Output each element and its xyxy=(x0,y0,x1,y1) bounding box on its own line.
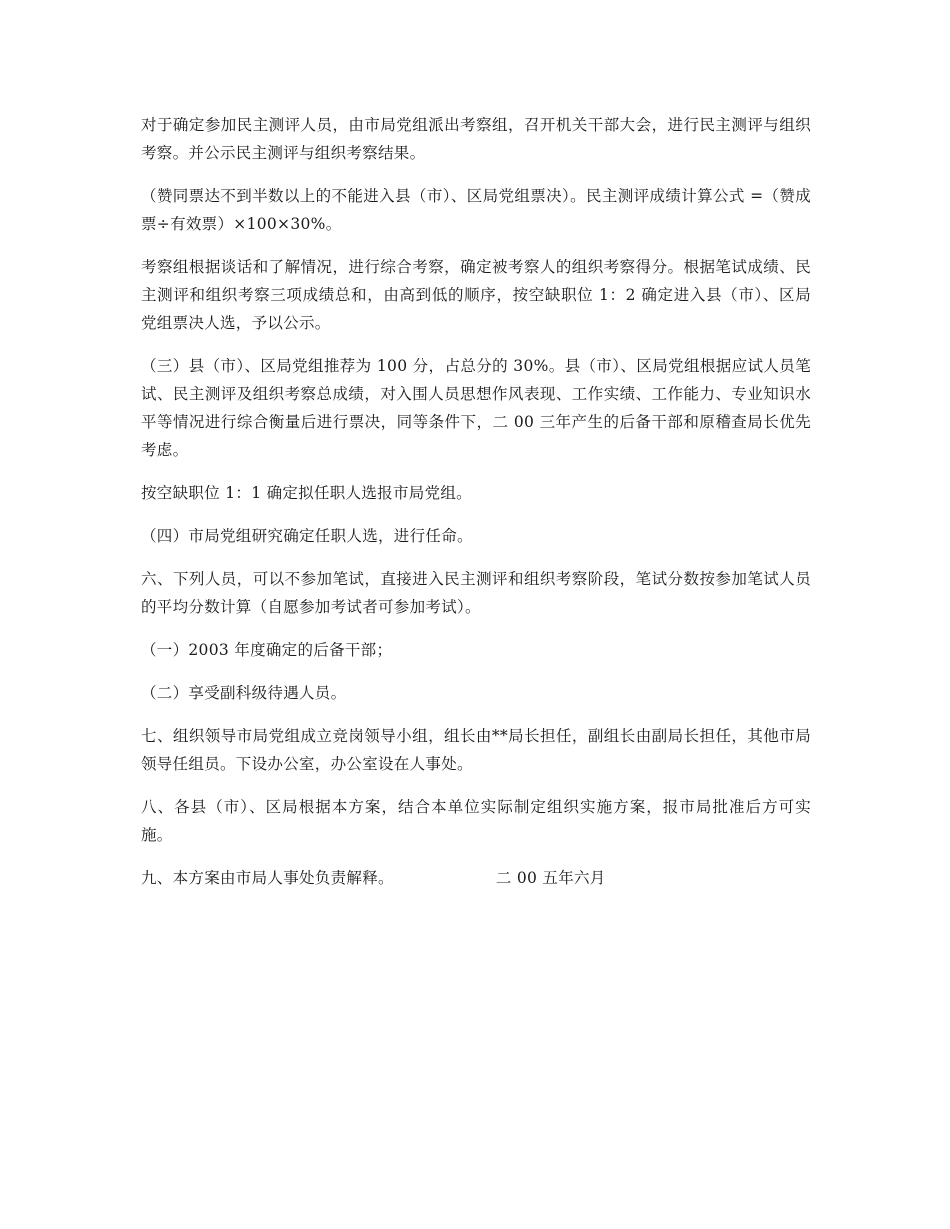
paragraph-section-four: （四）市局党组研究确定任职人选，进行任命。 xyxy=(141,527,473,545)
closing-line xyxy=(141,864,811,892)
paragraph-democratic-evaluation: 对于确定参加民主测评人员，由市局党组派出考察组，召开机关干部大会，进行民主测评与组织考察。并公示民主测评与组织考察结果。 xyxy=(141,116,811,162)
paragraph-item-nine: 九、本方案由市局人事处负责解释。 xyxy=(141,869,394,887)
paragraph-item-eight: 八、各县（市）、区局根据本方案，结合本单位实际制定组织实施方案，报市局批准后方可实施。 xyxy=(141,798,811,844)
paragraph-section-three: （三）县（市）、区局党组推荐为 100 分，占总分的 30%。县（市）、区局党组根据应试人员笔试、民主测评及组织考察总成绩，对入围人员思想作风表现、工作实绩、工作能力、专业知识水平等情况进行综合衡量后进行票决，同等条件下，二 00 三年产生的后备干部和原稽查局长优先考虑。 xyxy=(141,357,811,459)
paragraph-inspection-score: 考察组根据谈话和了解情况，进行综合考察，确定被考察人的组织考察得分。根据笔试成绩、民主测评和组织考察三项成绩总和，由高到低的顺序，按空缺职位 1：2 确定进入县（市）、区局党组票决人选，予以公示。 xyxy=(141,258,811,332)
paragraph-score-formula: （赞同票达不到半数以上的不能进入县（市）、区局党组票决）。民主测评成绩计算公式 =（赞成票÷有效票）×100×30%。 xyxy=(141,187,811,233)
paragraph-item-six: 六、下列人员，可以不参加笔试，直接进入民主测评和组织考察阶段，笔试分数按参加笔试人员的平均分数计算（自愿参加考试者可参加考试）。 xyxy=(141,570,811,616)
date-signoff: 二 00 五年六月 xyxy=(495,869,606,887)
paragraph-item-six-sub-one: （一）2003 年度确定的后备干部； xyxy=(141,641,393,659)
document-body xyxy=(141,111,811,907)
paragraph-candidate-ratio: 按空缺职位 1：1 确定拟任职人选报市局党组。 xyxy=(141,484,472,502)
paragraph-item-six-sub-two: （二）享受副科级待遇人员。 xyxy=(141,684,347,702)
paragraph-item-seven: 七、组织领导市局党组成立竞岗领导小组，组长由**局长担任，副组长由副局长担任，其他市局领导任组员。下设办公室，办公室设在人事处。 xyxy=(141,727,811,773)
